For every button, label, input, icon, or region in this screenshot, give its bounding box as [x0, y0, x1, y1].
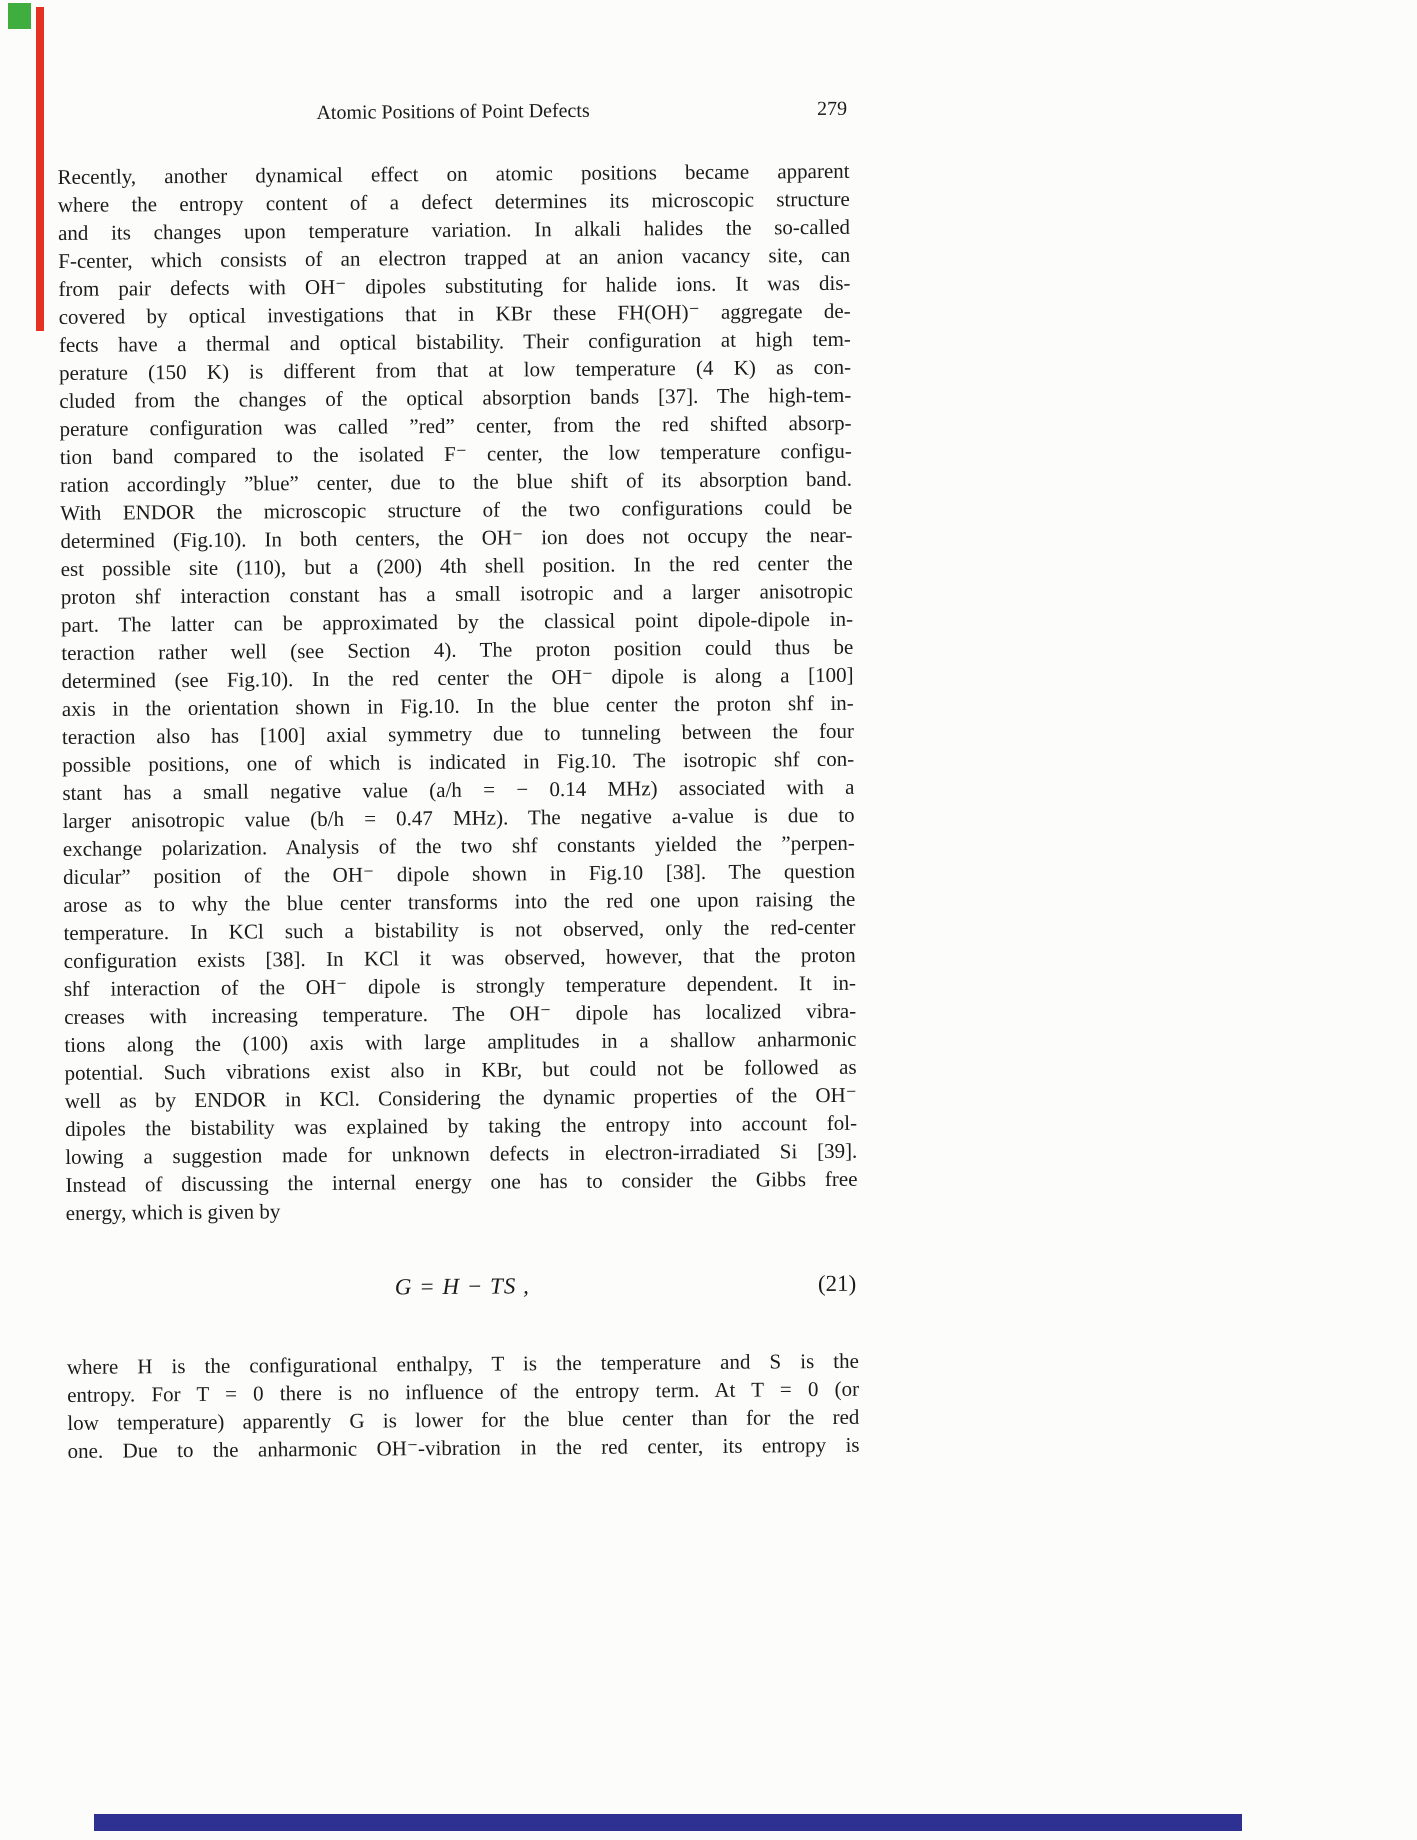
text-line: potential. Such vibrations exist also in KBr, but could not be followed as	[64, 1054, 857, 1085]
text-line: determined (Fig.10). In both centers, the OH⁻ ion does not occupy the near-	[60, 522, 853, 553]
text-line: teraction also has [100] axial symmetry due to tunneling between the four	[61, 718, 855, 749]
text-line: where H is the configurational enthalpy, T is the temperature and S is the	[66, 1348, 859, 1379]
equation	[66, 1269, 858, 1305]
equation-number: (21)	[817, 1270, 857, 1297]
text-line: tions along the (100) axis with large amplitudes in a shallow anharmonic	[64, 1026, 857, 1057]
text-line: covered by optical investigations that in KBr these FH(OH)⁻ aggregate de-	[58, 298, 851, 329]
page-number: 279	[816, 97, 848, 121]
text-line: dipoles the bistability was explained by taking the entropy into account fol-	[64, 1110, 858, 1141]
text-line: configuration exists [38]. In KCl it was observed, however, that the proton	[63, 942, 856, 973]
text-line: creases with increasing temperature. The OH⁻ dipole has localized vibra-	[64, 998, 857, 1029]
text-line: dicular” position of the OH⁻ dipole shown in Fig.10 [38]. The question	[62, 858, 856, 889]
text-line: tion band compared to the isolated F⁻ center, the low temperature configu-	[59, 438, 852, 469]
running-header	[57, 97, 849, 127]
scan-artifact-blue-bar	[94, 1814, 1242, 1831]
paragraph-after-equation	[67, 1347, 860, 1465]
equation-expression: G = H − TS ,	[394, 1273, 530, 1300]
text-line: perature configuration was called ”red” center, from the red shifted absorp-	[59, 410, 852, 441]
scan-artifact-red-bar	[36, 7, 44, 331]
text-line: Recently, another dynamical effect on atomic positions became apparent	[57, 158, 850, 189]
text-line: perature (150 K) is different from that at low temperature (4 K) as con-	[59, 354, 852, 385]
text-line: fects have a thermal and optical bistability. Their configuration at high tem-	[58, 326, 851, 357]
text-line: ration accordingly ”blue” center, due to the blue shift of its absorption band.	[59, 466, 853, 497]
text-line: stant has a small negative value (a/h = − 0.14 MHz) associated with a	[62, 774, 855, 805]
text-line: from pair defects with OH⁻ dipoles substituting for halide ions. It was dis-	[58, 270, 851, 301]
running-title: Atomic Positions of Point Defects	[316, 99, 590, 124]
text-line: low temperature) apparently G is lower for the blue center than for the red	[67, 1404, 860, 1435]
text-line: Instead of discussing the internal energy one has to consider the Gibbs free	[65, 1166, 858, 1197]
page-content	[57, 97, 860, 1465]
text-line: and its changes upon temperature variation. In alkali halides the so-called	[57, 214, 851, 245]
text-line: est possible site (110), but a (200) 4th shell position. In the red center the	[60, 550, 853, 581]
text-line: teraction rather well (see Section 4). The proton position could thus be	[61, 634, 854, 665]
text-line: well as by ENDOR in KCl. Considering the dynamic properties of the OH⁻	[64, 1082, 857, 1113]
text-line: energy, which is given by	[65, 1199, 281, 1225]
text-line: F-center, which consists of an electron trapped at an anion vacancy site, can	[58, 242, 851, 273]
text-line: exchange polarization. Analysis of the two shf constants yielded the ”perpen-	[62, 830, 855, 861]
scan-artifact-green-mark	[8, 3, 31, 29]
text-line: proton shf interaction constant has a small isotropic and a larger anisotropic	[60, 578, 853, 609]
text-line: where the entropy content of a defect determines its microscopic structure	[57, 186, 850, 217]
text-line: axis in the orientation shown in Fig.10. In the blue center the proton shf in-	[61, 690, 854, 721]
text-line: larger anisotropic value (b/h = 0.47 MHz). The negative a-value is due to	[62, 802, 855, 833]
text-line: one. Due to the anharmonic OH⁻-vibration in the red center, its entropy is	[67, 1432, 860, 1463]
text-line: part. The latter can be approximated by the classical point dipole-dipole in-	[61, 606, 854, 637]
text-line: With ENDOR the microscopic structure of the two configurations could be	[60, 494, 853, 525]
text-line: shf interaction of the OH⁻ dipole is strongly temperature dependent. It in-	[63, 970, 857, 1001]
text-line: temperature. In KCl such a bistability is not observed, only the red-center	[63, 914, 856, 945]
text-line: determined (see Fig.10). In the red center the OH⁻ dipole is along a [100]	[61, 662, 854, 693]
paragraph-main	[57, 157, 857, 1227]
text-line: arose as to why the blue center transforms into the red one upon raising the	[63, 886, 856, 917]
text-line: possible positions, one of which is indicated in Fig.10. The isotropic shf con-	[62, 746, 855, 777]
text-line: cluded from the changes of the optical absorption bands [37]. The high-tem-	[59, 382, 852, 413]
text-line: lowing a suggestion made for unknown defects in electron-irradiated Si [39].	[65, 1138, 858, 1169]
text-line: entropy. For T = 0 there is no influence of the entropy term. At T = 0 (or	[67, 1376, 860, 1407]
